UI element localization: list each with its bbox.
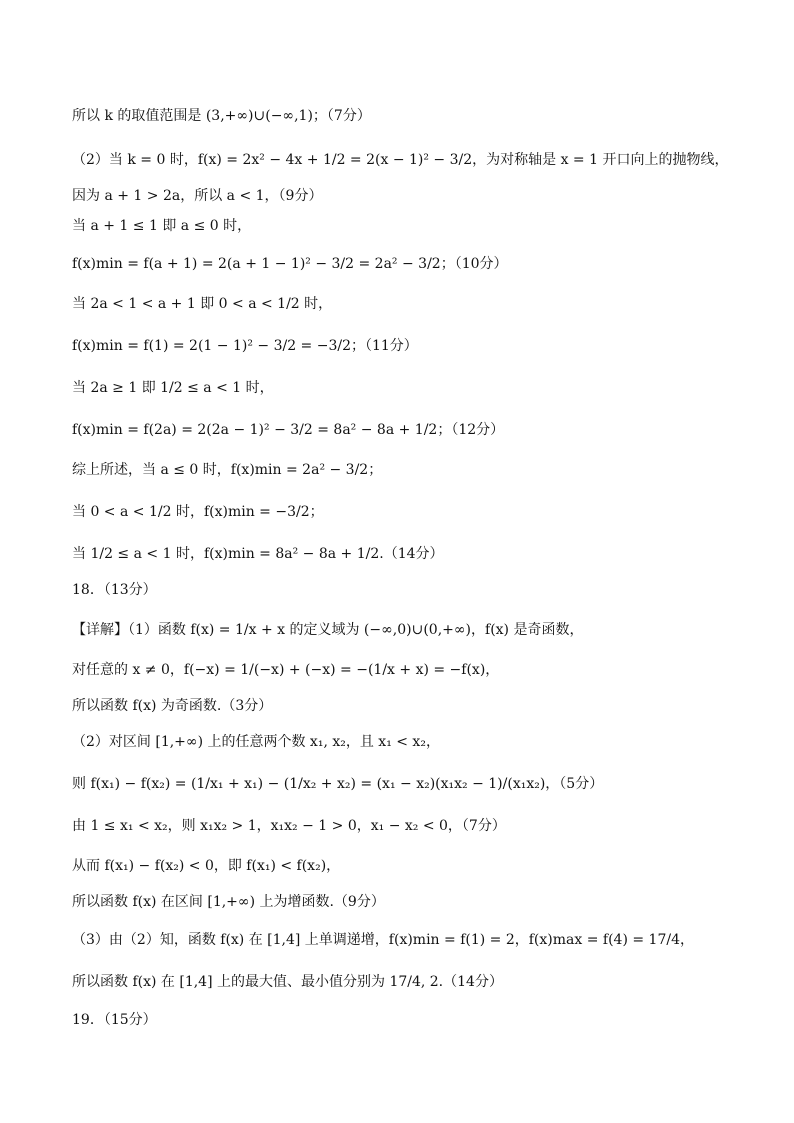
- answer-line-18: 则 f(x₁) − f(x₂) = (1/x₁ + x₁) − (1/x₂ + x₂) = (x₁ − x₂)(x₁x₂ − 1)/(x₁x₂)，（5分）: [72, 776, 604, 792]
- answer-line-6: 当 2a < 1 < a + 1 即 0 < a < 1/2 时，: [72, 296, 333, 312]
- answer-line-4: 当 a + 1 ≤ 1 即 a ≤ 0 时，: [72, 218, 252, 234]
- answer-line-19: 由 1 ≤ x₁ < x₂，则 x₁x₂ > 1，x₁x₂ − 1 > 0，x₁ − x₂ < 0，（7分）: [72, 818, 506, 834]
- answer-line-20: 从而 f(x₁) − f(x₂) < 0，即 f(x₁) < f(x₂)，: [72, 858, 341, 874]
- answer-line-16: 所以函数 f(x) 为奇函数.（3分）: [72, 698, 273, 714]
- question-18-header: 18．（13分）: [72, 582, 157, 598]
- answer-line-5: f(x)min = f(a + 1) = 2(a + 1 − 1)² − 3/2 = 2a² − 3/2；（10分）: [72, 256, 508, 272]
- answer-line-2: （2）当 k = 0 时，f(x) = 2x² − 4x + 1/2 = 2(x − 1)² − 3/2，为对称轴是 x = 1 开口向上的抛物线，: [72, 152, 729, 168]
- answer-line-14: 【详解】（1）函数 f(x) = 1/x + x 的定义域为 (−∞,0)∪(0,+∞)，f(x) 是奇函数，: [72, 622, 584, 638]
- question-19-header: 19．（15分）: [72, 1012, 157, 1028]
- answer-line-1: 所以 k 的取值范围是 (3,+∞)∪(−∞,1)；（7分）: [72, 108, 371, 124]
- answer-line-23: 所以函数 f(x) 在 [1,4] 上的最大值、最小值分别为 17/4, 2.（14分）: [72, 974, 503, 990]
- answer-line-15: 对任意的 x ≠ 0，f(−x) = 1/(−x) + (−x) = −(1/x + x) = −f(x)，: [72, 662, 500, 678]
- answer-line-3: 因为 a + 1 > 2a，所以 a < 1，（9分）: [72, 188, 323, 204]
- answer-line-17: （2）对区间 [1,+∞) 上的任意两个数 x₁, x₂，且 x₁ < x₂，: [72, 734, 440, 750]
- answer-line-9: f(x)min = f(2a) = 2(2a − 1)² − 3/2 = 8a² − 8a + 1/2；（12分）: [72, 422, 505, 438]
- answer-line-21: 所以函数 f(x) 在区间 [1,+∞) 上为增函数.（9分）: [72, 894, 385, 910]
- answer-line-7: f(x)min = f(1) = 2(1 − 1)² − 3/2 = −3/2；（11分）: [72, 338, 418, 354]
- answer-line-10: 综上所述，当 a ≤ 0 时，f(x)min = 2a² − 3/2；: [72, 462, 383, 478]
- answer-line-12: 当 1/2 ≤ a < 1 时，f(x)min = 8a² − 8a + 1/2.（14分）: [72, 546, 444, 562]
- answer-line-11: 当 0 < a < 1/2 时，f(x)min = −3/2；: [72, 504, 324, 520]
- answer-line-22: （3）由（2）知，函数 f(x) 在 [1,4] 上单调递增，f(x)min = f(1) = 2，f(x)max = f(4) = 17/4，: [72, 932, 694, 948]
- answer-line-8: 当 2a ≥ 1 即 1/2 ≤ a < 1 时，: [72, 380, 274, 396]
